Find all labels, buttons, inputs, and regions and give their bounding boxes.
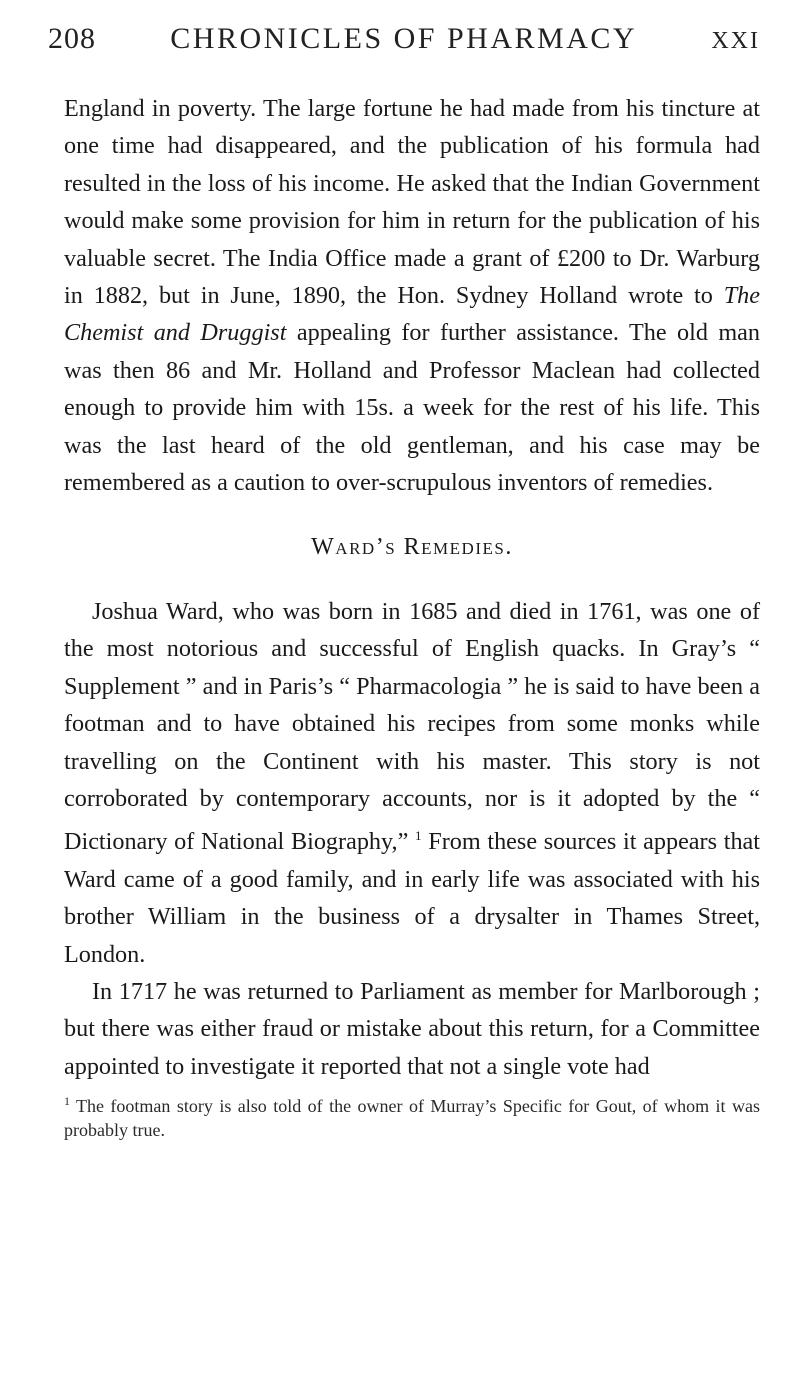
paragraph-1-text-a: England in poverty. The large fortune he had made from his tincture at one time had disappeared, and the publication of his formula had resulted in the loss of his income. He asked that the Indian Government would make some provision for him in return for the publication of his valuable secret. The India Office made a grant of £200 to Dr. Warburg in 1882, but in June, 1890, the Hon. Sydney Holland wrote to bbox=[64, 95, 760, 310]
section-heading: Ward’s Remedies. bbox=[311, 534, 513, 561]
book-title: CHRONICLES OF PHARMACY bbox=[170, 22, 638, 55]
paragraph-2 bbox=[64, 593, 760, 973]
paragraph-2-text-b: From these sources it appears that Ward came of a good family, and in early life was associated with his brother William in the business of a drysalter in Thames Street, London. bbox=[64, 828, 760, 968]
publication-title: The Chemist and Druggist bbox=[64, 282, 760, 347]
paragraph-1 bbox=[64, 90, 760, 501]
paragraph-3: In 1717 he was returned to Parliament as member for Marlborough ; but there was either fraud or mistake about this return, for a Committee appointed to investigate it reported that not a single vote had bbox=[64, 978, 760, 1080]
chapter-number: XXI bbox=[711, 28, 760, 54]
body-text bbox=[48, 90, 760, 1085]
paragraph-1-text-b: appealing for further assistance. The old man was then 86 and Mr. Holland and Professor Maclean had collected enough to provide him with 15s. a week for the rest of his life. This was the last heard of the old gentleman, and his case may be remembered as a caution to over-scrupulous inventors of remedies. bbox=[64, 319, 760, 497]
footnote-text: The footman story is also told of the owner of Murray’s Specific for Gout, of whom it was probably true. bbox=[64, 1096, 760, 1141]
book-page bbox=[48, 22, 760, 1142]
footnote bbox=[48, 1089, 760, 1142]
page-number: 208 bbox=[48, 22, 96, 55]
footnote-mark: 1 bbox=[64, 1094, 70, 1109]
running-head bbox=[48, 22, 760, 68]
paragraph-2-text: Joshua Ward, who was born in 1685 and died in 1761, was one of the most notorious and successful of English quacks. In Gray’s “ Supplement ” and in Paris’s “ Pharmacologia ” he is said to have been a footman and to have obtained his recipes from some monks while travelling on the Continent with his master. This story is not corroborated by contemporary accounts, nor is it adopted by the “ Dictionary of National Biography,” bbox=[64, 597, 760, 856]
footnote-reference: 1 bbox=[415, 828, 422, 844]
